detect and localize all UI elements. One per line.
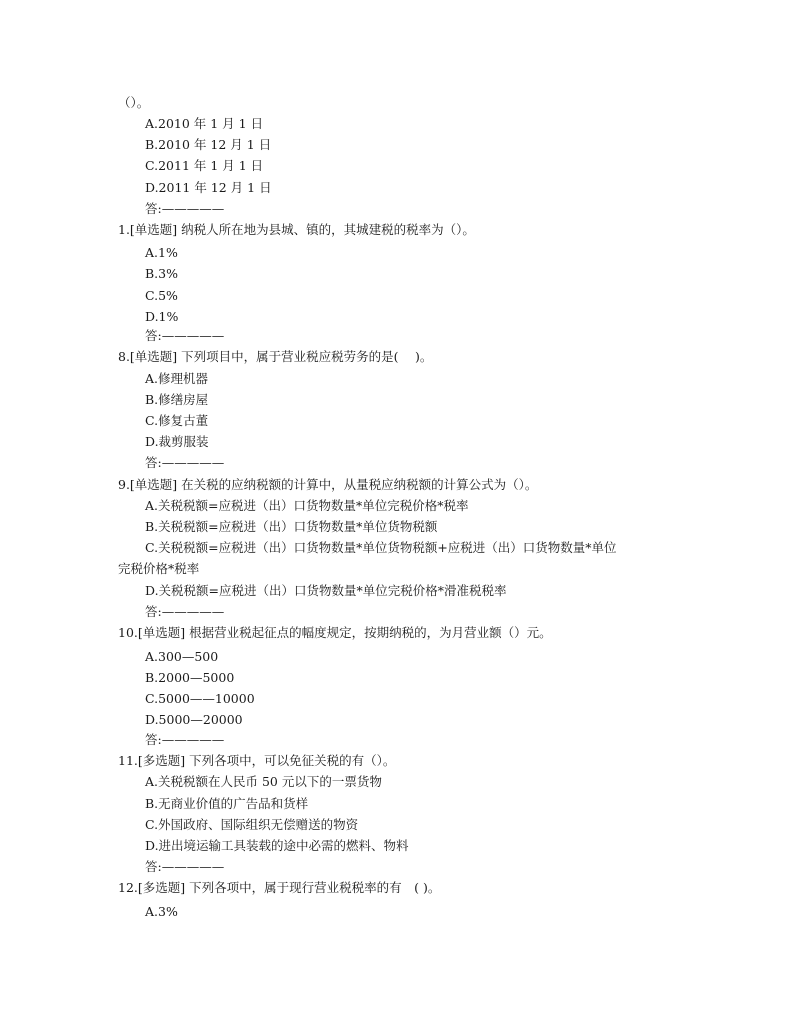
option-text: B.无商业价值的广告品和货样 xyxy=(145,796,309,811)
question-1: 1.[单选题] 纳税人所在地为县城、镇的，其城建税的税率为（）。 xyxy=(118,222,475,237)
option-text: A.关税税额在人民币 50 元以下的一票货物 xyxy=(145,774,382,789)
option-text: C.外国政府、国际组织无偿赠送的物资 xyxy=(145,817,359,832)
option-text: A.1% xyxy=(145,245,178,260)
option-text: B.2010 年 12 月 1 日 xyxy=(145,137,272,152)
option-text-continued: 完税价格*税率 xyxy=(118,561,200,576)
question-9: 9.[单选题] 在关税的应纳税额的计算中，从量税应纳税额的计算公式为（）。 xyxy=(118,477,538,492)
question-11: 11.[多选题] 下列各项中，可以免征关税的有（）。 xyxy=(118,753,396,768)
answer-line: 答:————— xyxy=(145,604,225,619)
option-text: C.5000——10000 xyxy=(145,691,255,706)
option-text: C.修复古董 xyxy=(145,413,209,428)
option-text: A.3% xyxy=(145,904,178,919)
option-text: A.关税税额=应税进（出）口货物数量*单位完税价格*税率 xyxy=(145,498,469,513)
question-10: 10.[单选题] 根据营业税起征点的幅度规定，按期纳税的，为月营业额（）元。 xyxy=(118,625,552,640)
answer-line: 答:————— xyxy=(145,455,225,470)
option-text: A.2010 年 1 月 1 日 xyxy=(145,116,264,131)
option-text: B.关税税额=应税进（出）口货物数量*单位货物税额 xyxy=(145,519,438,534)
answer-line: 答:————— xyxy=(145,328,225,343)
option-text: D.关税税额=应税进（出）口货物数量*单位完税价格*滑准税税率 xyxy=(145,583,507,598)
option-text: D.进出境运输工具装载的途中必需的燃料、物料 xyxy=(145,838,409,853)
option-text: C.5% xyxy=(145,288,178,303)
option-text: D.1% xyxy=(145,309,179,324)
option-text: D.裁剪服装 xyxy=(145,434,209,449)
option-text: C.2011 年 1 月 1 日 xyxy=(145,158,264,173)
answer-line: 答:————— xyxy=(145,732,225,747)
option-text: B.修缮房屋 xyxy=(145,392,209,407)
question-tail-text: （）。 xyxy=(118,95,150,110)
question-12: 12.[多选题] 下列各项中，属于现行营业税税率的有 ( )。 xyxy=(118,880,441,895)
question-8: 8.[单选题] 下列项目中，属于营业税应税劳务的是( )。 xyxy=(118,349,433,364)
option-text: A.300—500 xyxy=(145,649,219,664)
answer-line: 答:————— xyxy=(145,201,225,216)
option-text: B.2000—5000 xyxy=(145,670,235,685)
option-text: A.修理机器 xyxy=(145,371,209,386)
option-text: D.2011 年 12 月 1 日 xyxy=(145,180,272,195)
option-text: C.关税税额=应税进（出）口货物数量*单位货物税额+应税进（出）口货物数量*单位 xyxy=(145,540,617,555)
option-text: D.5000—20000 xyxy=(145,712,243,727)
option-text: B.3% xyxy=(145,266,178,281)
answer-line: 答:————— xyxy=(145,859,225,874)
